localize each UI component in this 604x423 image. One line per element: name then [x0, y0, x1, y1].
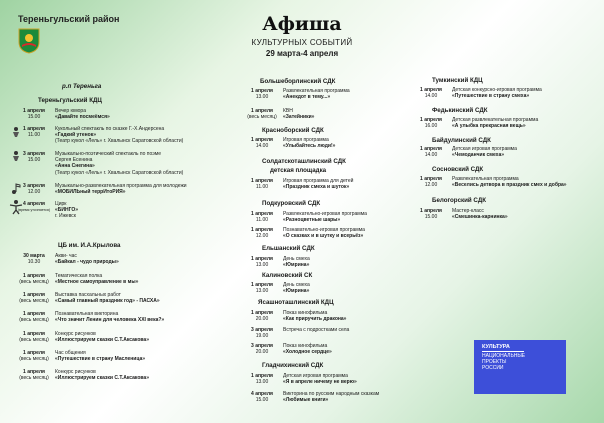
subtitle: КУЛЬТУРНЫХ СОБЫТИЙ [251, 38, 353, 47]
settlement-heading: р.п Тереньга [62, 83, 102, 90]
venue-name: ЦБ им. И.А.Крылова [58, 242, 121, 249]
venue-name: Тереньгульский КДЦ [38, 97, 102, 104]
venue-name: Калиновский СК [262, 272, 313, 279]
venue-name: Гладчихинский СДК [262, 362, 324, 369]
venue-name: Ельшанский СДК [262, 245, 315, 252]
badge-title: КУЛЬТУРА [482, 344, 510, 350]
badge-text: НАЦИОНАЛЬНЫЕ ПРОЕКТЫ РОССИИ [482, 353, 526, 371]
venue-name: Солдатскоташлинский СДК [262, 158, 346, 165]
region-title: Тереньгульский район [18, 14, 120, 24]
venue-name: Ясашноташлинский КДЦ [258, 299, 334, 306]
venue-name: Байдулинский СДК [432, 137, 491, 144]
national-projects-badge [474, 340, 566, 394]
venue-name: Большеборлинский СДК [260, 78, 336, 85]
page-title: Афиша [262, 13, 342, 35]
venue-subtitle: детская площадка [270, 167, 327, 174]
venue-name: Подкуровский СДК [262, 200, 321, 207]
venue-name: Сосновский СДК [432, 166, 484, 173]
poster: Тереньгульский район Афиша КУЛЬТУРНЫХ СОБЫТИЙ 29 марта-4 апреля р.п Тереньга Тереньгульский КДЦ 1 апреля 15.00 Вечер юмора «Давайте посмеёмся» 1 апреля 11.00 Кукольный спектакль по сказке Г.-Х.Андерсена «Гадкий утенок» (Театр кукол «Лель» г. Хвалынск Саратовской области) 3 апреля 15.00 Музыкально-поэтический спектакль по поэме Сергея Есенина «Анна Снегина» (Театр кукол «Лель» г. Хвалынск Саратовской области) 3 апреля 12.00 Музыкально-развлекательная программа для молодежи «МОБИЛЬный террИтоРИЯ» 4 апреля (время уточняется) Цирк «БИНГО» г. Ижевск ЦБ им. И.А.Крылова 30 марта 10.30 Акви- час «Байкал - чудо природы» 1 апреля (весь месяц) Тематическая полка «Местное самоуправление в мы» 1 апреля (весь месяц) Выставка пасхальных работ «Самый главный праздник год» - ПАСХА» 1 апреля (весь месяц) Познавательная викторина «Что значит Ленин для человека XXI века?» 1 апреля (весь месяц) Конкурс рисунков «Иллюстрируем сказки С.Т.Аксакова» 1 апреля (весь месяц) Час общения «Путешествие в страну Масленица» 1 апреля (весь месяц) Конкурс рисунков «Иллюстрируем сказки С.Т.Аксакова» Большеборлинский СДК 1 апреля 13.00 Развлекательная программа «Анекдот в тему...» 1 апреля (весь месяц) КВН «Затейники» Красноборский СДК 1 апреля 14.00 Игровая программа «Улыбайтесь люди!» Солдатскоташлинский СДК детская площадка 1 апреля 11.00 Игровая программа для детей «Праздник смеха и шуток» Подкуровский СДК 1 апреля 11.00 Развлекательно-игровая программа «Разноцветные шары» 1 апреля 12.00 Познавательно-игровая программа «О сказках и в шутку и всерьёз» Ельшанский СДК 1 апреля 13.00 День смеха «Юмрина» Калиновский СК 1 апреля 13.00 День смеха «Юмрина» Ясашноташлинский КДЦ 1 апреля 20.00 Показ кинофильма «Как приручить дракона» 3 апреля 19.00 Встреча с подростками села 3 апреля 20.00 Показ кинофильма «Холодное сердце» Гладчихинский СДК 1 апреля 13.00 Детская игровая программа «Я в апреле ничему не верю» 4 апреля 15.00 Викторина по русским народным сказкам «Любимые книги» Тумкинский КДЦ 1 апреля 14.00 Детская конкурсно-игровая программа «Путешествие в страну смеха» Федькинский СДК 1 апреля 16.00 Детская развлекательная программа «А улыбка прекрасная вещь» Байдулинский СДК 1 апреля 14.00 Детская игровая программа «Чемоданчик смеха» Сосновский СДК 1 апреля 12.00 Развлекательная программа «Веселись детвора в праздник смех и добра» Белогорский СДК 1 апреля 15.00 Мастер-класс «Смешинка-карнинка» КУЛЬТУРА НАЦИОНАЛЬНЫЕ ПРОЕКТЫ РОССИИ [0, 0, 604, 423]
venue-name: Федькинский СДК [432, 107, 488, 114]
venue-name: Красноборский СДК [262, 127, 324, 134]
badge-divider [482, 351, 524, 352]
venue-name: Тумкинский КДЦ [432, 77, 483, 84]
date-range: 29 марта-4 апреля [265, 49, 339, 58]
venue-name: Белогорский СДК [432, 197, 487, 204]
